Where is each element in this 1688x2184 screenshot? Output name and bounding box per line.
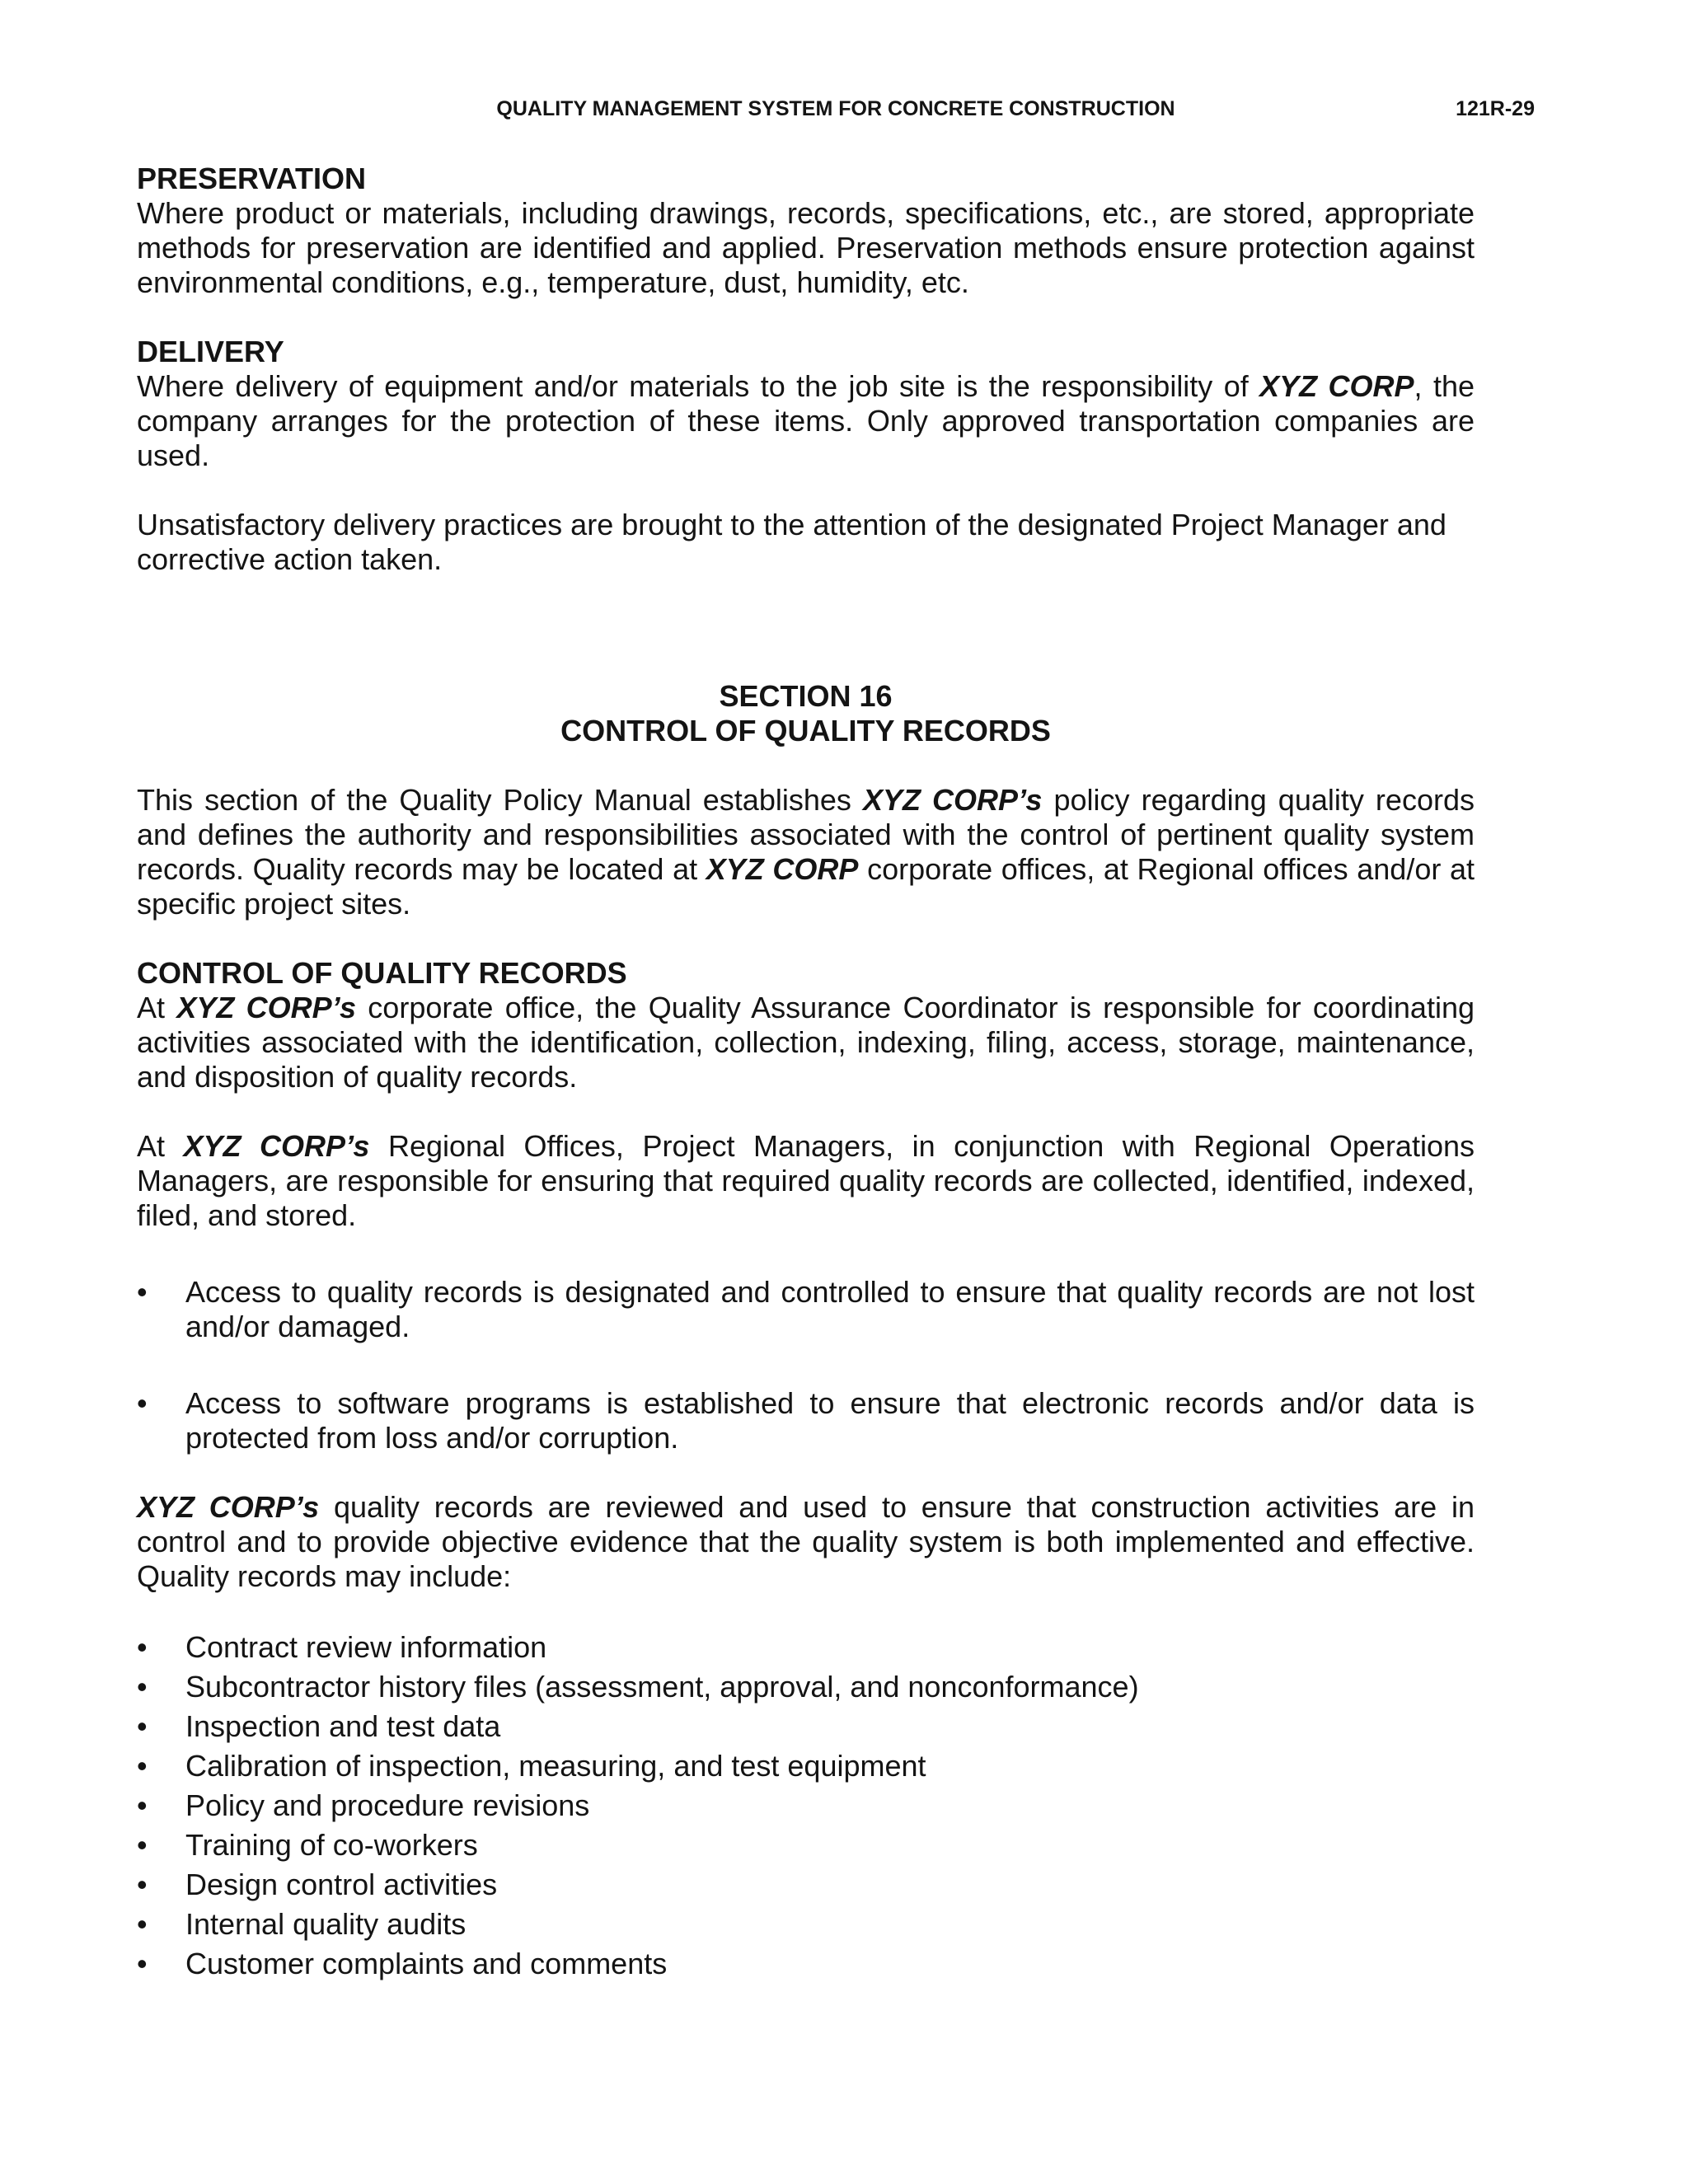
bullet-icon: • (137, 1630, 148, 1664)
section-intro-paragraph (137, 783, 1475, 921)
list-item (137, 1667, 1475, 1707)
bullet-icon: • (137, 1907, 148, 1941)
delivery-text-start: Where delivery of equipment and/or materials to the job site is the responsibility of (137, 369, 1260, 403)
preservation-paragraph: Where product or materials, including drawings, records, specifications, etc., are stored, appropriate methods for preservation are identified and applied. Preservation methods ensure protection against environmental conditions, e.g., temperature, dust, humidity, etc. (137, 196, 1475, 299)
list-item-text: Customer complaints and comments (185, 1947, 668, 1980)
control-paragraph-2 (137, 1129, 1475, 1233)
intro-text-c: corporate offices, at Regional offices and/or at specific project sites. (137, 852, 1475, 921)
list-item-text: Design control activities (185, 1868, 498, 1901)
list-item-text: Contract review information (185, 1630, 547, 1664)
list-item-text: Training of co-workers (185, 1828, 478, 1862)
bullet-icon: • (137, 1947, 148, 1980)
control-heading: CONTROL OF QUALITY RECORDS (137, 956, 627, 990)
list-item-text: Internal quality audits (185, 1907, 467, 1941)
control-paragraph-1 (137, 991, 1475, 1094)
intro-text-a: This section of the Quality Policy Manual establishes (137, 783, 863, 817)
bullet-text: Access to quality records is designated and controlled to ensure that quality records are not lost and/or damaged. (185, 1275, 1475, 1343)
page-number: 121R-29 (1456, 97, 1535, 120)
list-item (137, 1865, 1475, 1905)
bullet-text: Access to software programs is established to ensure that electronic records and/or data is protected from loss and/or corruption. (185, 1386, 1475, 1455)
control-p2-a: At (137, 1129, 184, 1163)
list-item (137, 1707, 1475, 1746)
control-p1-b: corporate office, the Quality Assurance Coordinator is responsible for coordinating activities associated with the identification, collection, indexing, filing, access, storage, maintenance, and disposition of quality records. (137, 991, 1475, 1094)
section-number: SECTION 16 (719, 679, 893, 713)
list-item-text: Inspection and test data (185, 1709, 501, 1743)
delivery-paragraph (137, 369, 1475, 473)
access-bullet-item (137, 1275, 1475, 1344)
control-paragraph-3 (137, 1490, 1475, 1594)
running-header (137, 97, 1535, 130)
delivery-heading: DELIVERY (137, 335, 284, 368)
bullet-icon: • (137, 1670, 148, 1704)
running-header-title: QUALITY MANAGEMENT SYSTEM FOR CONCRETE CONSTRUCTION (496, 97, 1175, 120)
company-name-possessive: XYZ CORP’s (137, 1490, 320, 1524)
control-p3-b: quality records are reviewed and used to ensure that construction activities are in control and to provide objective evidence that the quality system is both implemented and effective. Quality records may include: (137, 1490, 1475, 1593)
bullet-icon: • (137, 1386, 148, 1420)
delivery-text-end: , the company arranges for the protection of these items. Only approved transportation companies are used. (137, 369, 1475, 472)
list-item-text: Calibration of inspection, measuring, and test equipment (185, 1749, 926, 1783)
quality-records-list (137, 1628, 1475, 1984)
control-p2-b: Regional Offices, Project Managers, in conjunction with Regional Operations Managers, are responsible for ensuring that required quality records are collected, identified, indexed, filed, and stored. (137, 1129, 1475, 1232)
list-item (137, 1628, 1475, 1667)
company-name-possessive: XYZ CORP’s (176, 991, 357, 1024)
company-name: XYZ CORP (1259, 369, 1414, 403)
delivery-unsatisfactory-paragraph: Unsatisfactory delivery practices are brought to the attention of the designated Project Manager and corrective action taken. (137, 508, 1447, 576)
control-p1-a: At (137, 991, 177, 1024)
bullet-icon: • (137, 1828, 148, 1862)
company-name-possessive: XYZ CORP’s (862, 783, 1043, 817)
list-item (137, 1825, 1475, 1865)
company-name-possessive: XYZ CORP’s (183, 1129, 370, 1163)
bullet-icon: • (137, 1275, 148, 1309)
company-name: XYZ CORP (706, 852, 859, 886)
intro-text-b: policy regarding quality records and defines the authority and responsibilities associated with the control of pertinent quality system records. Quality records may be located at (137, 783, 1475, 886)
document-body (137, 162, 1475, 1984)
bullet-icon: • (137, 1868, 148, 1901)
bullet-icon: • (137, 1749, 148, 1783)
list-item (137, 1786, 1475, 1825)
bullet-icon: • (137, 1788, 148, 1822)
section-title: CONTROL OF QUALITY RECORDS (560, 714, 1051, 748)
list-item (137, 1905, 1475, 1944)
list-item-text: Policy and procedure revisions (185, 1788, 590, 1822)
list-item (137, 1944, 1475, 1984)
list-item (137, 1746, 1475, 1786)
bullet-icon: • (137, 1709, 148, 1743)
access-bullet-item (137, 1386, 1475, 1455)
list-item-text: Subcontractor history files (assessment, approval, and nonconformance) (185, 1670, 1139, 1704)
preservation-heading: PRESERVATION (137, 162, 367, 195)
